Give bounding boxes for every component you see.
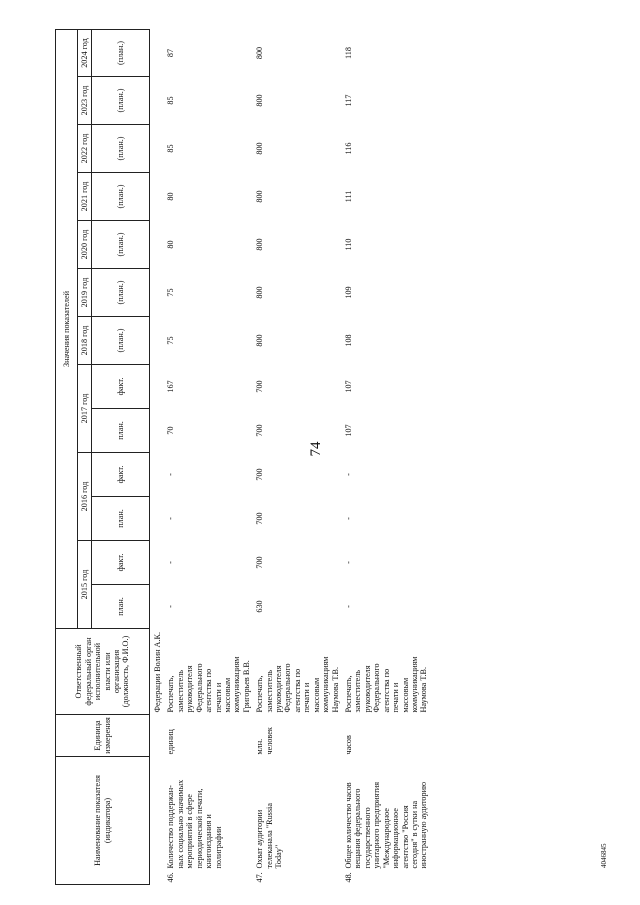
value-2022: 800 <box>255 142 265 155</box>
value-2017-fact: 107 <box>344 380 354 393</box>
value-2018: 800 <box>255 334 265 347</box>
header-plan-2019: (план.) <box>92 269 150 317</box>
header-unit: Единица измерения <box>56 715 150 757</box>
value-2017-fact: 167 <box>166 380 176 393</box>
document-code: 4046845 <box>600 843 608 868</box>
value-2023: 800 <box>255 94 265 107</box>
indicator-name: Количество поддержан- ных социально значимых мероприятий в сфере периодической печати, книгоиздания и полиграфии <box>166 779 223 869</box>
table-row <box>341 29 430 884</box>
value-2020: 80 <box>166 240 176 249</box>
value-2016-plan: - <box>344 517 354 520</box>
value-2015-fact: 700 <box>255 556 265 569</box>
indicator-name: Охват аудитории телеканала "Russia Today" <box>255 803 284 869</box>
value-2017-fact: 700 <box>255 380 265 393</box>
header-year-2019: 2019 год <box>78 269 92 317</box>
value-2017-plan: 70 <box>166 426 176 435</box>
value-2019: 800 <box>255 286 265 299</box>
header-fact-2015: факт. <box>92 541 150 585</box>
header-year-2018: 2018 год <box>78 317 92 365</box>
value-2021: 80 <box>166 192 176 201</box>
header-responsible: Ответственный федеральный орган исполнительной власти или организация (должность, Ф.И.О.) <box>56 629 150 715</box>
unit-cell: часов <box>344 735 354 755</box>
header-plan-2021: (план.) <box>92 173 150 221</box>
page-number: 74 <box>308 441 324 457</box>
value-2016-fact: - <box>166 473 176 476</box>
value-2019: 109 <box>344 286 354 299</box>
value-2022: 116 <box>344 142 354 155</box>
header-fact-2017: факт. <box>92 365 150 409</box>
header-year-2016: 2016 год <box>78 453 92 541</box>
unit-cell: единиц <box>166 729 176 755</box>
header-year-2021: 2021 год <box>78 173 92 221</box>
header-plan-2017: план. <box>92 409 150 453</box>
header-plan-2022: (план.) <box>92 125 150 173</box>
row-number: 46. <box>166 872 176 883</box>
value-2018: 75 <box>166 336 176 345</box>
header-year-2015: 2015 год <box>78 541 92 629</box>
value-2015-plan: - <box>166 605 176 608</box>
unit-cell: млн. человек <box>255 727 274 755</box>
header-values: Значения показателей <box>56 29 78 628</box>
value-2017-plan: 700 <box>255 424 265 437</box>
table-row <box>252 29 341 884</box>
header-plan-2023: (план.) <box>92 77 150 125</box>
value-2016-fact: - <box>344 473 354 476</box>
header-plan-2018: (план.) <box>92 317 150 365</box>
table-body <box>150 29 430 884</box>
value-2024: 800 <box>255 46 265 60</box>
row-number: 47. <box>255 872 265 883</box>
responsible-cell: Роспечать, заместитель руководителя Федерального агентства по печати и массовым коммуникациям Наумова Т.В. <box>255 656 340 713</box>
header-year-2023: 2023 год <box>78 77 92 125</box>
value-2023: 117 <box>344 94 354 107</box>
indicator-table-rotated <box>55 30 600 885</box>
header-year-2020: 2020 год <box>78 221 92 269</box>
value-2016-plan: 700 <box>255 512 265 525</box>
header-year-2024: 2024 год <box>78 29 92 76</box>
header-fact-2016: факт. <box>92 453 150 497</box>
value-2015-fact: - <box>344 561 354 564</box>
value-2020: 800 <box>255 238 265 251</box>
value-2019: 75 <box>166 288 176 297</box>
value-2016-fact: 700 <box>255 468 265 481</box>
value-2021: 800 <box>255 190 265 203</box>
indicator-table <box>55 29 430 885</box>
table-header <box>56 29 150 884</box>
table-row <box>163 29 252 884</box>
header-name: Наименование показателя (индикатора) <box>56 757 150 885</box>
value-2023: 85 <box>166 96 176 105</box>
value-2017-plan: 107 <box>344 424 354 437</box>
value-2015-plan: - <box>344 605 354 608</box>
responsible-cell: Роспечать, заместитель руководителя Федерального агентства по печати и массовым коммуникациям Наумова Т.В. <box>344 656 429 713</box>
value-2022: 85 <box>166 144 176 153</box>
value-2018: 108 <box>344 334 354 347</box>
header-year-2022: 2022 год <box>78 125 92 173</box>
value-2024: 87 <box>166 48 176 58</box>
value-2015-fact: - <box>166 561 176 564</box>
value-2015-plan: 630 <box>255 600 265 613</box>
row-number: 48. <box>344 872 354 883</box>
carryover-row <box>150 29 164 884</box>
header-plan-2020: (план.) <box>92 221 150 269</box>
header-plan-2024: (план.) <box>92 29 150 76</box>
header-year-2017: 2017 год <box>78 365 92 453</box>
value-2021: 111 <box>344 190 354 203</box>
carryover-text: Федерации Волин А.К. <box>153 631 162 713</box>
indicator-name: Общее количество часов вещания федерального государственного унитарного предприятия "Международное информационное агентство "Россия сегодня" в сутки на иностранную аудиторию <box>344 781 429 869</box>
header-plan-2016: план. <box>92 497 150 541</box>
value-2024: 118 <box>344 47 354 59</box>
header-plan-2015: план. <box>92 585 150 629</box>
value-2016-plan: - <box>166 517 176 520</box>
responsible-cell: Роспечать, заместитель руководителя Федерального агентства по печати и массовым коммуникациям Григорьев В.В. <box>166 656 251 713</box>
value-2020: 110 <box>344 238 354 251</box>
